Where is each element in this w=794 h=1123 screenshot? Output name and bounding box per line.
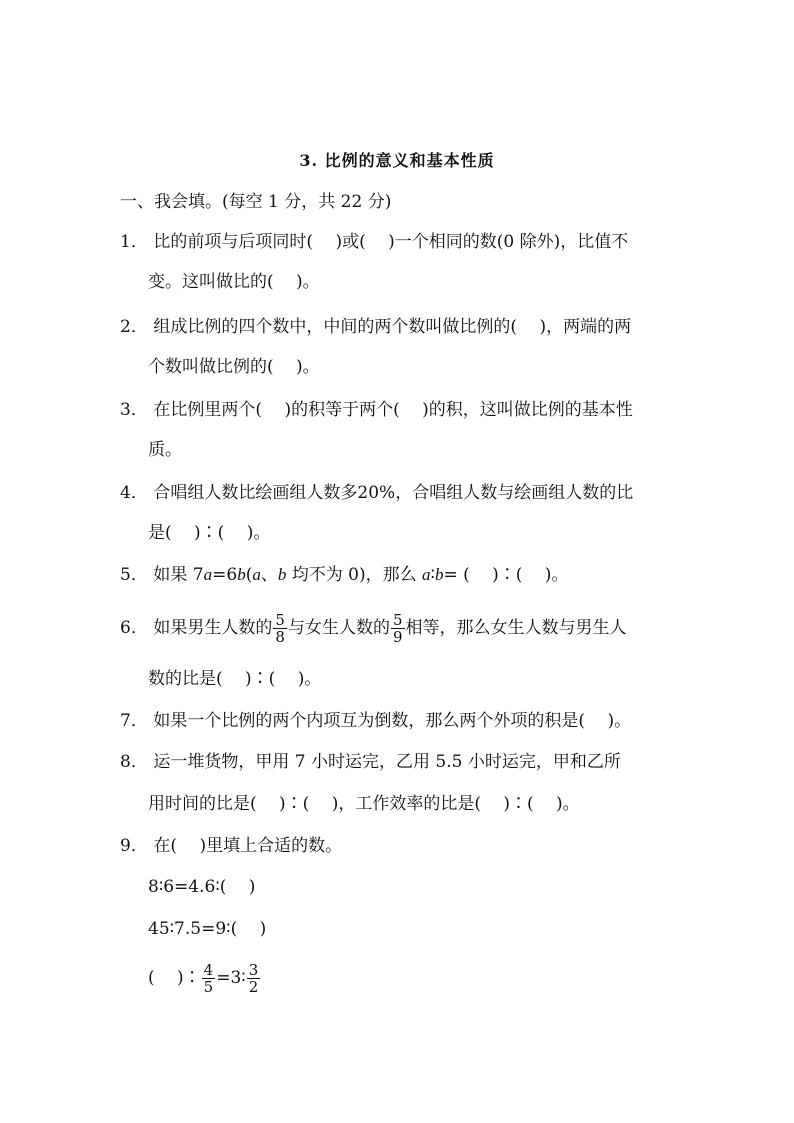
question-text: 合唱组人数比绘画组人数多20%，合唱组人数与绘画组人数的比 bbox=[153, 483, 634, 503]
question-3-cont: 质。 bbox=[148, 440, 182, 460]
fraction-3-2 bbox=[247, 962, 261, 995]
fraction-5-9 bbox=[391, 612, 405, 645]
question-number: 3． bbox=[120, 400, 148, 420]
question-number: 5． bbox=[120, 565, 148, 585]
fraction-numerator: 4 bbox=[203, 961, 214, 979]
equation-2: 45∶7.5=9∶( ) bbox=[148, 919, 267, 939]
page-title: 3. 比例的意义和基本性质 bbox=[299, 151, 495, 170]
fraction-numerator: 5 bbox=[275, 611, 285, 629]
question-2 bbox=[120, 315, 631, 339]
question-text: 运一堆货物，甲用 7 小时运完，乙用 5.5 小时运完，甲和乙所 bbox=[153, 752, 621, 772]
question-8 bbox=[120, 750, 621, 774]
question-text: 在比例里两个( )的积等于两个( )的积，这叫做比例的基本性 bbox=[153, 400, 633, 420]
variable-b: b bbox=[434, 565, 444, 584]
fraction-denominator: 2 bbox=[248, 978, 259, 996]
fraction-5-8 bbox=[273, 612, 287, 645]
text-segment: 如果 7 bbox=[153, 565, 204, 585]
section-heading: 一、我会填。(每空 1 分，共 22 分) bbox=[120, 192, 392, 212]
text-segment: ( )∶ bbox=[148, 968, 201, 988]
text-segment: 与女生人数的 bbox=[287, 618, 390, 638]
question-number: 1． bbox=[120, 232, 148, 252]
question-1 bbox=[120, 230, 628, 254]
question-6 bbox=[120, 612, 627, 645]
text-segment: ( bbox=[245, 565, 253, 585]
text-segment: = ( )∶( )。 bbox=[443, 565, 569, 585]
variable-a: a bbox=[252, 565, 261, 584]
question-number: 2． bbox=[120, 317, 148, 337]
question-5 bbox=[120, 563, 568, 587]
text-segment: =3∶ bbox=[216, 968, 246, 988]
text-segment: 相等，那么女生人数与男生人 bbox=[405, 618, 627, 638]
question-1-cont: 变。这叫做比的( )。 bbox=[148, 272, 320, 292]
question-6-cont: 数的比是( )∶( )。 bbox=[148, 669, 322, 689]
text-segment: 均不为 0)，那么 bbox=[286, 565, 423, 585]
question-text: 比的前项与后项同时( )或( )一个相同的数(0 除外)，比值不 bbox=[153, 232, 629, 252]
text-segment: ∶ bbox=[430, 565, 435, 585]
variable-b: b bbox=[277, 565, 287, 584]
question-number: 7． bbox=[120, 711, 148, 731]
fraction-denominator: 5 bbox=[203, 978, 214, 996]
fraction-denominator: 9 bbox=[392, 628, 403, 646]
variable-a: a bbox=[203, 565, 213, 584]
question-4 bbox=[120, 481, 633, 505]
variable-b: b bbox=[237, 565, 246, 584]
question-number: 8． bbox=[120, 752, 148, 772]
question-3 bbox=[120, 398, 633, 422]
question-text: 在( )里填上合适的数。 bbox=[153, 836, 343, 856]
fraction-numerator: 5 bbox=[392, 611, 403, 629]
text-segment: 、 bbox=[260, 565, 278, 585]
text-segment: 如果男生人数的 bbox=[153, 618, 273, 638]
equation-1: 8∶6=4.6∶( ) bbox=[148, 877, 256, 897]
question-7 bbox=[120, 709, 631, 733]
equation-3 bbox=[148, 962, 261, 995]
question-text: 如果一个比例的两个内项互为倒数，那么两个外项的积是( )。 bbox=[153, 711, 632, 731]
question-number: 9． bbox=[120, 836, 148, 856]
question-9 bbox=[120, 834, 342, 858]
question-number: 6． bbox=[120, 618, 148, 638]
fraction-denominator: 8 bbox=[275, 628, 285, 646]
question-text: 组成比例的四个数中，中间的两个数叫做比例的( )，两端的两 bbox=[153, 317, 632, 337]
fraction-numerator: 3 bbox=[248, 961, 259, 979]
question-number: 4． bbox=[120, 483, 148, 503]
question-8-cont: 用时间的比是( )∶( )，工作效率的比是( )∶( )。 bbox=[148, 794, 580, 814]
text-segment: =6 bbox=[212, 565, 238, 585]
variable-a: a bbox=[422, 565, 431, 584]
question-2-cont: 个数叫做比例的( )。 bbox=[148, 357, 320, 377]
question-4-cont: 是( )∶( )。 bbox=[148, 523, 271, 543]
fraction-4-5 bbox=[202, 962, 216, 995]
